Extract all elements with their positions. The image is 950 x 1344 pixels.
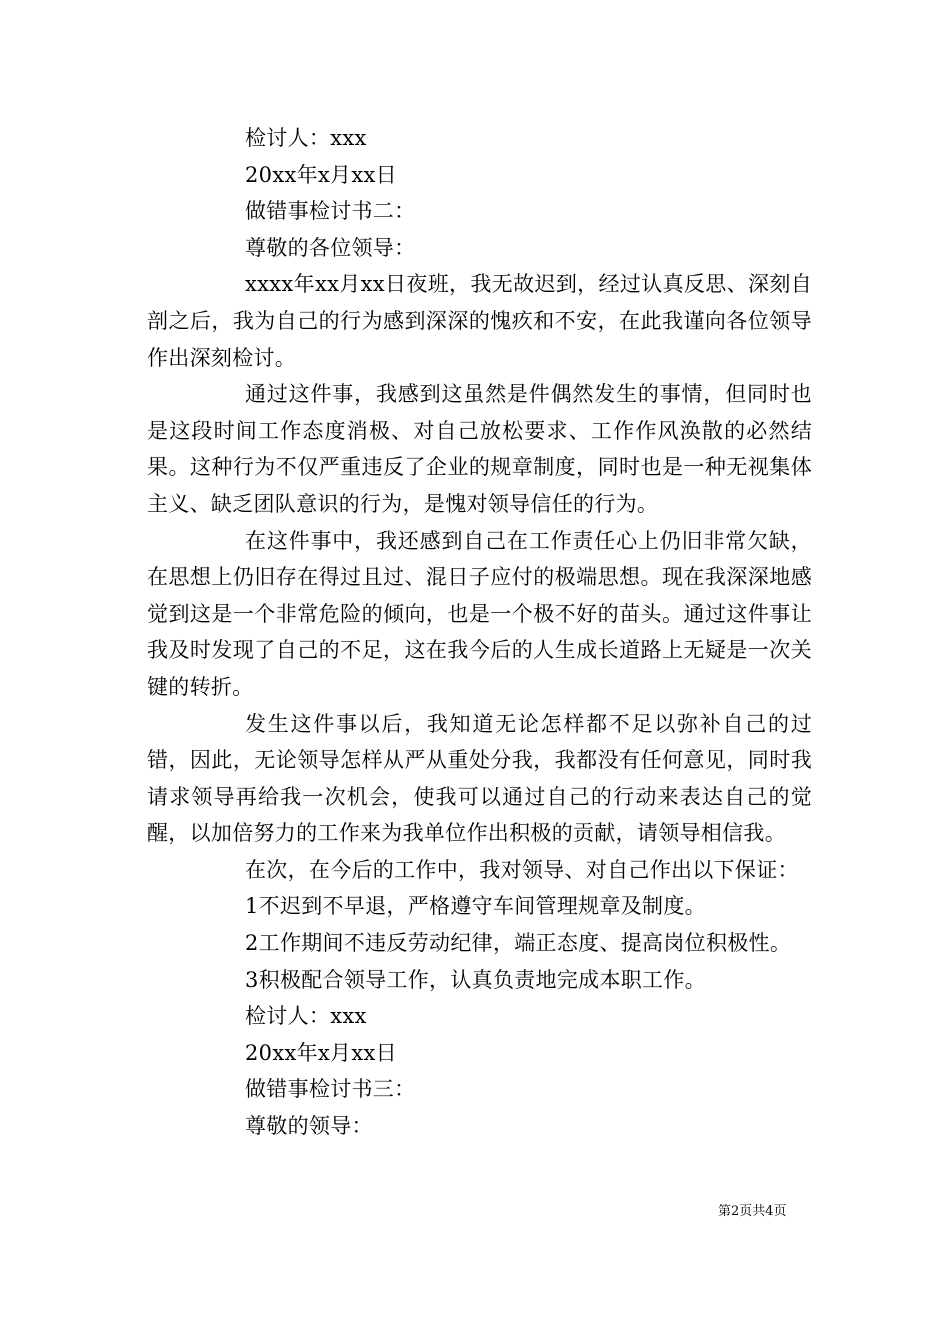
pledge-intro: 在次，在今后的工作中，我对领导、对自己作出以下保证： <box>245 857 799 882</box>
salutation: 尊敬的领导： <box>245 1114 373 1139</box>
pledge-item: 1不迟到不早退，严格遵守车间管理规章及制度。 <box>245 894 706 919</box>
section-title: 做错事检讨书二： <box>245 199 416 224</box>
date-line: 20xx年x月xx日 <box>245 1040 397 1065</box>
paragraph: 在这件事中，我还感到自己在工作责任心上仍旧非常欠缺，在思想上仍旧存在得过且过、混日子应付的极端思想。现在我深深地感觉到这是一个非常危险的倾向，也是一个极不好的苗头。通过这件事让我及时发现了自己的不足，这在我今后的人生成长道路上无疑是一次关键的转折。 <box>147 528 812 699</box>
document-body <box>147 120 812 1145</box>
paragraph: 发生这件事以后，我知道无论怎样都不足以弥补自己的过错，因此，无论领导怎样从严从重处分我，我都没有任何意见，同时我请求领导再给我一次机会，使我可以通过自己的行动来表达自己的觉醒，以加倍努力的工作来为我单位作出积极的贡献，请领导相信我。 <box>147 711 812 846</box>
section-title: 做错事检讨书三： <box>245 1077 416 1102</box>
signature-line: 检讨人：xxx <box>245 126 367 150</box>
pledge-item: 3积极配合领导工作，认真负责地完成本职工作。 <box>245 967 706 992</box>
salutation: 尊敬的各位领导： <box>245 235 416 260</box>
paragraph: 通过这件事，我感到这虽然是件偶然发生的事情，但同时也是这段时间工作态度消极、对自己放松要求、工作作风涣散的必然结果。这种行为不仅严重违反了企业的规章制度，同时也是一种无视集体主义、缺乏团队意识的行为，是愧对领导信任的行为。 <box>147 382 812 516</box>
page-number: 第2页共4页 <box>718 1204 787 1219</box>
date-line: 20xx年x月xx日 <box>245 162 397 187</box>
paragraph: xxxx年xx月xx日夜班，我无故迟到，经过认真反思、深刻自剖之后，我为自己的行为感到深深的愧疚和不安，在此我谨向各位领导作出深刻检讨。 <box>147 272 812 370</box>
pledge-item: 2工作期间不违反劳动纪律，端正态度、提高岗位积极性。 <box>245 931 792 956</box>
signature-line: 检讨人：xxx <box>245 1004 367 1029</box>
